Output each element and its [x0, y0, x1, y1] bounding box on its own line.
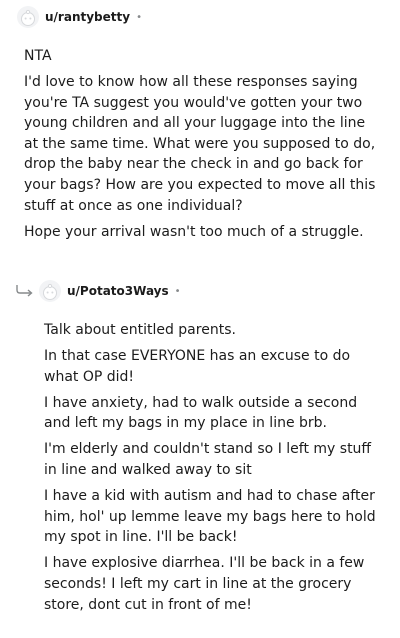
- comment-paragraph: Talk about entitled parents.: [44, 322, 236, 338]
- comment-header: [17, 6, 142, 28]
- comment-body: [24, 46, 379, 248]
- separator-dot: •: [174, 285, 181, 297]
- reply-arrow-icon: [15, 283, 35, 299]
- comment-paragraph: I have a kid with autism and had to chase after him, hol' up lemme leave my bags here to hold my spot in line. I'll be back!: [44, 488, 376, 546]
- avatar[interactable]: [17, 6, 39, 28]
- comment-paragraph: I'd love to know how all these responses saying you're TA suggest you would've gotten your two young children and all your luggage into the line at the same time. What were you supposed to do, drop the baby near the check in and go back for your bags? How are you expected to move all this stuff at once as one individual?: [24, 74, 376, 214]
- comment-paragraph: I have anxiety, had to walk outside a second and left my bags in my place in line brb.: [44, 394, 358, 432]
- snoo-avatar-icon: [39, 280, 61, 302]
- separator-dot: •: [136, 11, 142, 23]
- avatar[interactable]: [39, 280, 61, 302]
- comment-paragraph: Hope your arrival wasn't too much of a struggle.: [24, 223, 364, 240]
- comment-header: [39, 280, 181, 302]
- username[interactable]: u/rantybetty: [45, 10, 131, 24]
- comment-paragraph: I have explosive diarrhea. I'll be back in a few seconds! I left my cart in line at the grocery store, dont cut in front of me!: [44, 555, 365, 613]
- comment-paragraph: NTA: [24, 48, 52, 64]
- comment-body: [44, 320, 380, 621]
- comment-paragraph: I'm elderly and couldn't stand so I left my stuff in line and walked away to sit: [44, 441, 372, 479]
- snoo-avatar-icon: [17, 6, 39, 28]
- comment-paragraph: In that case EVERYONE has an excuse to do what OP did!: [44, 348, 351, 385]
- username[interactable]: u/Potato3Ways: [67, 284, 169, 298]
